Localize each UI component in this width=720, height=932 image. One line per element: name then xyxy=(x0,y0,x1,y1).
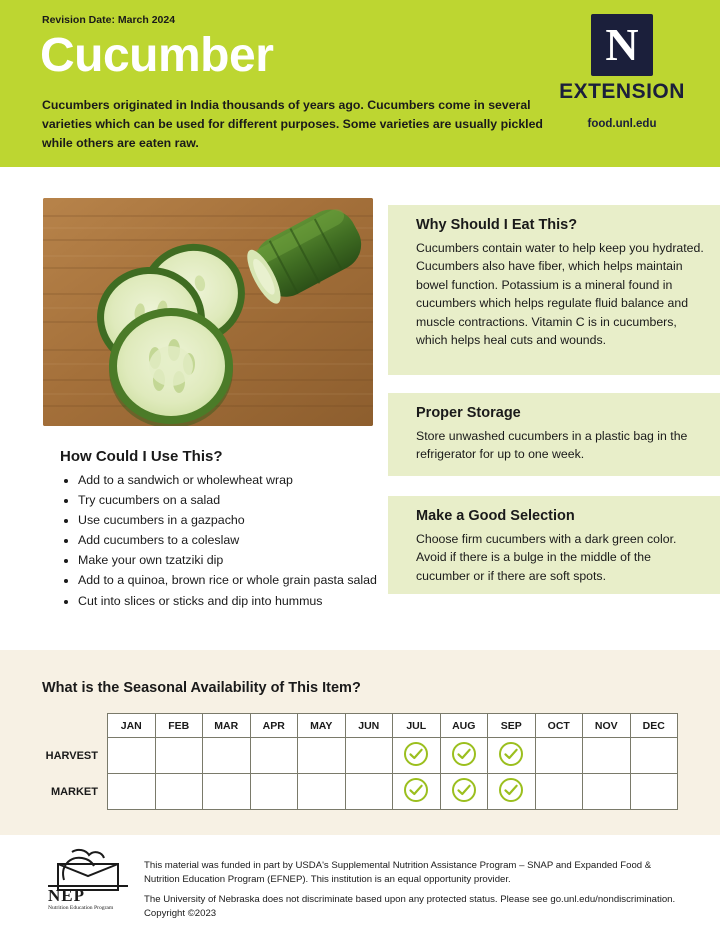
card-title: Why Should I Eat This? xyxy=(416,217,578,233)
page-title: Cucumber xyxy=(40,29,274,82)
month-header: MAR xyxy=(203,714,251,738)
list-item: • Add to a quinoa, brown rice or whole grain pasta salad xyxy=(78,570,378,590)
table-row xyxy=(108,774,678,810)
table-body xyxy=(108,738,678,810)
availability-cell xyxy=(345,774,393,810)
check-icon xyxy=(498,777,524,803)
list-item: • Make your own tzatziki dip xyxy=(78,550,378,570)
extension-wordmark: EXTENSION xyxy=(559,80,685,103)
month-header: JUL xyxy=(393,714,441,738)
nep-logo xyxy=(42,846,134,918)
availability-cell xyxy=(535,774,583,810)
page-header xyxy=(0,0,720,167)
availability-cell xyxy=(393,738,441,774)
website-url[interactable]: food.unl.edu xyxy=(587,118,657,130)
list-item: • Add to a sandwich or wholewheat wrap xyxy=(78,470,378,490)
month-header: MAY xyxy=(298,714,346,738)
month-header: JAN xyxy=(108,714,156,738)
list-item: • Use cucumbers in a gazpacho xyxy=(78,510,378,530)
funding-statement: This material was funded in part by USDA's Supplemental Nutrition Assistance Program – SNAP and Expanded Food & Nutrition Education Program (EFNEP). This institution is an equal opportunity provider. xyxy=(144,860,652,885)
month-header: APR xyxy=(250,714,298,738)
availability-cell xyxy=(155,738,203,774)
card-proper-storage xyxy=(388,393,720,476)
availability-cell xyxy=(488,774,536,810)
row-label-market: MARKET xyxy=(50,786,98,798)
check-icon xyxy=(451,777,477,803)
card-body: Store unwashed cucumbers in a plastic bag in the refrigerator for up to one week. xyxy=(416,429,688,462)
check-icon xyxy=(498,741,524,767)
card-make-a-good-selection xyxy=(388,496,720,594)
nebraska-n-icon xyxy=(591,14,653,76)
month-header: AUG xyxy=(440,714,488,738)
availability-cell xyxy=(298,774,346,810)
page-footer xyxy=(0,835,720,932)
nep-subtitle: Nutrition Education Program xyxy=(48,905,114,911)
month-header: SEP xyxy=(488,714,536,738)
availability-cell xyxy=(250,774,298,810)
how-could-i-use-title: How Could I Use This? xyxy=(60,448,223,465)
availability-cell xyxy=(440,774,488,810)
availability-cell xyxy=(298,738,346,774)
how-could-i-use-list xyxy=(78,470,378,611)
availability-cell xyxy=(108,774,156,810)
availability-cell xyxy=(583,774,631,810)
intro-paragraph: Cucumbers originated in India thousands of years ago. Cucumbers come in several varieties which can be used for different purposes. Some varieties are usually pickled while others are eaten raw. xyxy=(42,98,543,151)
month-header: JUN xyxy=(345,714,393,738)
row-label-harvest: HARVEST xyxy=(45,750,98,762)
availability-cell xyxy=(488,738,536,774)
availability-cell xyxy=(203,774,251,810)
availability-cell xyxy=(155,774,203,810)
card-body: Choose firm cucumbers with a dark green color. Avoid if there is a bulge in the middle of the cucumber or if there are soft spots. xyxy=(416,532,677,583)
unl-extension-logo xyxy=(552,14,692,130)
month-header: DEC xyxy=(630,714,678,738)
card-title: Proper Storage xyxy=(416,405,521,421)
availability-cell xyxy=(203,738,251,774)
availability-cell xyxy=(393,774,441,810)
cucumber-photo xyxy=(43,198,373,426)
card-why-should-i-eat-this xyxy=(388,205,720,375)
month-header: FEB xyxy=(155,714,203,738)
availability-cell xyxy=(440,738,488,774)
availability-cell xyxy=(630,774,678,810)
month-header: NOV xyxy=(583,714,631,738)
seasonal-title: What is the Seasonal Availability of This Item? xyxy=(42,680,361,696)
nebraska-n-letter: N xyxy=(605,19,639,70)
card-title: Make a Good Selection xyxy=(416,508,575,524)
month-header: OCT xyxy=(535,714,583,738)
nep-wordmark: NEP xyxy=(48,886,85,905)
list-item: • Cut into slices or sticks and dip into hummus xyxy=(78,591,378,611)
table-header-row xyxy=(108,714,678,738)
availability-cell xyxy=(630,738,678,774)
availability-cell xyxy=(108,738,156,774)
check-icon xyxy=(403,741,429,767)
list-item: • Try cucumbers on a salad xyxy=(78,490,378,510)
seasonal-availability-table xyxy=(107,713,678,810)
availability-cell xyxy=(535,738,583,774)
availability-cell xyxy=(250,738,298,774)
cucumber-photo-graphic xyxy=(43,198,373,426)
table-row xyxy=(108,738,678,774)
check-icon xyxy=(451,741,477,767)
revision-date: Revision Date: March 2024 xyxy=(42,14,176,26)
nondiscrimination-statement: The University of Nebraska does not discriminate based upon any protected status. Please see go.unl.edu/nondiscrimination. Copyright ©2023 xyxy=(144,894,676,919)
availability-cell xyxy=(345,738,393,774)
seasonal-availability-section xyxy=(0,650,720,835)
check-icon xyxy=(403,777,429,803)
availability-cell xyxy=(583,738,631,774)
list-item: • Add cucumbers to a coleslaw xyxy=(78,530,378,550)
card-body: Cucumbers contain water to help keep you hydrated. Cucumbers also have fiber, which helps maintain bowel function. Potassium is a mineral found in cucumbers which helps regulate fluid balance and muscle contractions. Vitamin C is in cucumbers, which helps heal cuts and wounds. xyxy=(416,241,704,348)
